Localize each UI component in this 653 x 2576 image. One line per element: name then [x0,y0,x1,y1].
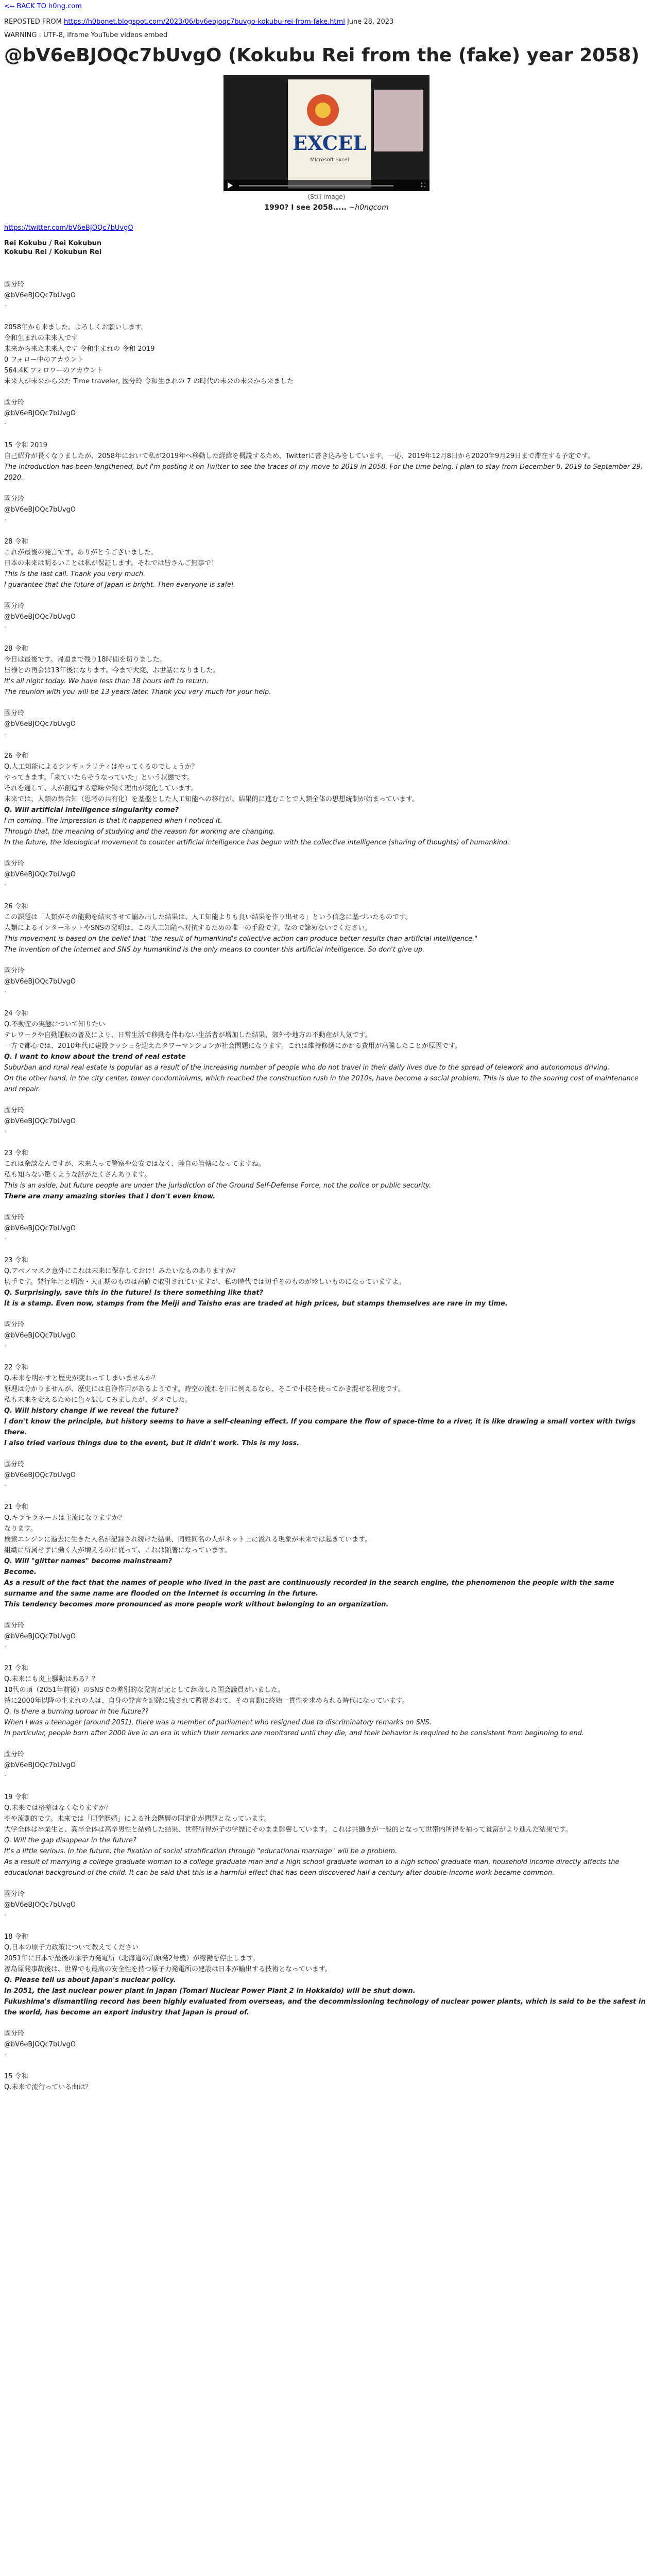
post-separator-dot: · [4,1128,7,1136]
post-author: 國分玲 [4,1622,25,1630]
post-separator-dot: · [4,517,7,524]
post-spacer [4,590,649,601]
post-handle: @bV6eBJOQc7bUvgO [4,1633,76,1640]
post-line: In the future, the ideological movement to counter artificial intelligence has begun with the collective intelligence (sharing of thoughts) of humankind. [4,839,510,846]
figure-caption-text: 1990? I see 2058..... [264,204,347,212]
post-separator-dot: · [4,1482,7,1490]
post-line: When I was a teenager (around 2051), there was a member of parliament who resigned due to discriminatory remarks on SNS. [4,1719,432,1726]
post-spacer [4,1492,649,1502]
post-line: This tendency becomes more pronounced as more people work without belonging to an organization. [4,1601,389,1608]
post-line: The reunion with you will be 13 years later. Thank you very much for your help. [4,688,271,696]
post-spacer [4,2018,649,2028]
post [4,494,649,590]
post-line: Q.キラキラネームは主流になりますか？ [4,1514,125,1522]
post-spacer [4,1095,649,1105]
poster-logo-inner [315,103,331,118]
post-spacer [4,955,649,965]
video-progress-track[interactable] [239,185,393,187]
post-spacer [4,526,649,536]
post-author: 國分玲 [4,2030,25,2038]
post-line: なります。 [4,1525,37,1533]
post-line: This is the last call. Thank you very much. [4,570,146,578]
post-line: Q. Will the gap disappear in the future? [4,1837,136,1844]
post-date: 21 令和 [4,1503,28,1511]
post-date: 15 令和 [4,2073,28,2080]
post-line: Q. Is there a burning uproar in the future?? [4,1708,149,1716]
post-spacer [4,891,649,901]
post-line: 私も未来を変えるために色々試してみましたが、ダメでした。 [4,1396,192,1404]
post-handle: @bV6eBJOQc7bUvgO [4,978,76,986]
warning-text: WARNING : UTF-8, iframe YouTube videos embed [4,31,168,39]
post-line: Q.未来を明かすと歴史が変わってしまいませんか？ [4,1375,159,1382]
post-spacer [4,998,649,1008]
video-controls[interactable] [224,180,429,191]
post-line: There are many amazing stories that I don't even know. [4,1193,216,1200]
post-handle: @bV6eBJOQc7bUvgO [4,1761,76,1769]
post-handle: @bV6eBJOQc7bUvgO [4,410,76,417]
post-author: 國分玲 [4,281,25,289]
figure-caption [4,204,649,212]
post-author: 國分玲 [4,1461,25,1468]
post-spacer [4,1138,649,1148]
video-embed[interactable] [224,75,429,191]
post-spacer [4,1782,649,1792]
post-line: 自己紹介が長くなりましたが、2058年において私が2019年へ移動した経緯を概説するため、Twitterに書き込みをしています。一応、2019年12月8日から2020年9月29日まで滞在する予定です。 [4,452,594,460]
post [4,1620,649,1739]
post-spacer [4,2061,649,2071]
post-line: I'm coming. The impression is that it happened when I noticed it. [4,817,222,825]
profile-name-1: Rei Kokubu / Rei Kokubun [4,240,102,247]
post-author: 國分玲 [4,860,25,868]
post-line: 大学全体は卒業生と、高卒全体は高卒男性と結婚した結果、世帯所得が子の学歴にそのまま影響しています。これは共働きが一般的となって世帯内所得を補って貧富がより進んだ結果です。 [4,1826,572,1834]
post-line: この課題は「人類がその能動を結束させて編み出した結果は、人工知能よりも良い結果を作り出せる」という信念に基づいたものです。 [4,913,412,921]
post-handle: @bV6eBJOQc7bUvgO [4,720,76,728]
post [4,1319,649,1449]
video-side-frame [374,90,423,151]
post-spacer [4,698,649,708]
post-line: Q. Will history change if we reveal the future? [4,1407,179,1415]
post-spacer [4,257,649,279]
post-line: 切手です。発行年月と明治・大正期のものは高値で取引されていますが、私の時代では切手そのものが珍しいものになっていますよ。 [4,1278,405,1286]
post-handle: @bV6eBJOQc7bUvgO [4,871,76,878]
post-line: 令和生まれの未来人です [4,334,78,342]
post-date: 28 令和 [4,538,28,546]
poster-title: EXCEL [293,131,367,155]
posts-list [4,257,649,2093]
post-date: 26 令和 [4,752,28,760]
post-date: 18 令和 [4,1933,28,1941]
post-line: Q.アベノマスク意外にこれは未来に保存しておけ！みたいなものありますか？ [4,1267,239,1275]
figure-note: (Still image) [307,193,346,200]
post-line: Q. Will "glitter names" become mainstream? [4,1557,173,1565]
post-author: 國分玲 [4,1107,25,1114]
post-line: This is an aside, but future people are under the jurisdiction of the Ground Self-Defense Force, not the police or public security. [4,1182,432,1190]
post-handle: @bV6eBJOQc7bUvgO [4,1225,76,1232]
post-spacer [4,848,649,858]
post-line: In 2051, the last nuclear power plant in Japan (Tomari Nuclear Power Plant 2 in Hokkaido) will be shut down. [4,1987,416,1995]
post-spacer [4,1309,649,1319]
post-line: Become. [4,1568,37,1576]
post-line: This movement is based on the belief that "the result of humankind's collective action can produce better results than artificial intelligence." [4,935,478,943]
post-line: It's all night today. We have less than 18 hours left to return. [4,677,209,685]
post-spacer [4,633,649,643]
post-spacer [4,483,649,494]
post-spacer [4,430,649,440]
post-separator-dot: · [4,731,7,739]
post-separator-dot: · [4,1912,7,1920]
post-separator-dot: · [4,2052,7,2059]
post [4,2028,649,2093]
post-line: Q. I want to know about the trend of real estate [4,1053,186,1061]
post-spacer [4,1449,649,1459]
post [4,397,649,483]
profile-names [4,239,649,257]
post-line: I don't know the principle, but history seems to have a self-cleaning effect. If you compare the flow of space-time to a river, it is like drawing a small vortex with twigs there. [4,1418,636,1436]
post-author: 國分玲 [4,967,25,975]
post-line: Through that, the meaning of studying and the reason for working are changing. [4,828,276,836]
post-line: 日本の未来は明るいことは私が保証します。それでは皆さんご無事で！ [4,560,218,567]
post-line: Q.未来にも炎上騒動はある？？ [4,1675,99,1683]
post-line: It's a little serious. In the future, the fixation of social stratification through "educational marriage" will be a problem. [4,1848,398,1855]
video-figure [4,75,649,212]
post-line: これは余談なんですが、未来人って警察や公安ではなく、陸自の管轄になってますね。 [4,1160,265,1168]
post-spacer [4,1739,649,1749]
post-line: これが最後の発言です。ありがとうございました。 [4,549,158,556]
post-line: やや流動的です。未来では「同学歴婚」による社会階層の固定化が問題となっています。 [4,1815,271,1823]
poster-subtitle: Microsoft Excel [310,157,349,163]
post-author: 國分玲 [4,709,25,717]
post-line: As a result of marrying a college graduate woman to a college graduate man and a high school graduate woman to a high school graduate man, household income directly affects the educational background of the child. It can be said that this is a harmful effect that has been discovered half a century after double-income work became common. [4,1858,620,1877]
post-line: Fukushima's dismantling record has been highly evaluated from overseas, and the decommissioning technology of nuclear power plants, which is said to be the safest in the world, has become an export industry that Japan is proud of. [4,1998,646,2016]
post-author: 國分玲 [4,1214,25,1222]
post [4,1459,649,1610]
post-date: 23 令和 [4,1149,28,1157]
post-line: テレワークや自動運転の普及により、日常生活で移動を伴わない生活者が増加した結果、郊外や地方の不動産が人気です。 [4,1031,372,1039]
reposted-prefix: REPOSTED FROM [4,18,64,26]
post-date: 26 令和 [4,903,28,910]
profile-name-2: Kokubu Rei / Kokubun Rei [4,248,102,256]
post-line: 未来人が未来から来た Time traveler, 國分玲 令和生まれの 7 の時代の未来の未来から来ました [4,378,294,385]
post-line: Q.人工知能によるシンギュラリティはやってくるのでしょうか？ [4,763,198,771]
post-line: それを通して、人が創造する意味や働く理由が変化しています。 [4,785,198,792]
post [4,965,649,1095]
post-author: 國分玲 [4,399,25,406]
post-line: I guarantee that the future of Japan is bright. Then everyone is safe! [4,581,234,589]
post-spacer [4,1610,649,1620]
play-icon[interactable] [228,182,233,189]
post-handle: @bV6eBJOQc7bUvgO [4,1471,76,1479]
post-line: The invention of the Internet and SNS by humankind is the only means to counter this artificial intelligence. So don't give up. [4,946,425,954]
fullscreen-icon[interactable]: ⛶ [421,182,425,189]
page-title: @bV6eBJOQc7bUvgO (Kokubu Rei from the (fake) year 2058) [4,45,640,66]
post-line: It is a stamp. Even now, stamps from the Meiji and Taisho eras are traded at high prices, but stamps themselves are rare in my time. [4,1300,508,1308]
post-line: 組織に所属せずに働く人が増えるのに従って、これは顕著になっています。 [4,1547,231,1554]
post-date: 21 令和 [4,1665,28,1672]
post-separator-dot: · [4,1343,7,1350]
post-separator-dot: · [4,420,7,428]
post-handle: @bV6eBJOQc7bUvgO [4,292,76,299]
post-handle: @bV6eBJOQc7bUvgO [4,2041,76,2048]
post-line: 福島原発事故後は、世界でも最高の安全性を持つ原子力発電所の建設は日本が輸出する技術となっています。 [4,1965,332,1973]
post-handle: @bV6eBJOQc7bUvgO [4,1901,76,1909]
post-line: The introduction has been lengthened, but I'm posting it on Twitter to see the traces of my move to 2019 in 2058. For the time being, I plan to stay from December 8, 2019 to September 29, 2020. [4,463,643,482]
twitter-link[interactable]: https://twitter.com/bV6eBJOQc7bUvgO [4,224,133,232]
post-separator-dot: · [4,624,7,632]
post-line: 私も知らない驚くような話がたくさんあります。 [4,1171,151,1179]
post-line: 特に2000年以降の生まれの人は、自身の発言を記録に残されて監視されて、その言動に終始一貫性を求められる時代になっています。 [4,1697,409,1705]
post-line: 未来では、人類の集合知（思考の共有化）を基盤とした人工知能への移行が、結果的に進むことで人類全体の思想統制が始まっています。 [4,795,419,803]
post [4,1212,649,1309]
post-spacer [4,387,649,397]
post-date: 19 令和 [4,1793,28,1801]
post-line: Q. Will artificial intelligence singularity come? [4,806,179,814]
post-line: Suburban and rural real estate is popular as a result of the increasing number of people who do not travel in their daily lives due to the spread of telework and autonomous driving. [4,1064,610,1072]
post [4,708,649,848]
post-spacer [4,1921,649,1931]
post-line: 人類によるインターネットやSNSの発明は、この人工知能へ対抗するための唯一の手段です。なので諦めないでください。 [4,924,372,932]
post-handle: @bV6eBJOQc7bUvgO [4,506,76,514]
post-separator-dot: · [4,882,7,889]
post [4,1105,649,1202]
post-line: 未来から来た未来人です 令和生まれの 令和 2019 [4,345,155,353]
post-line: Q.日本の原子力政策について教えてください [4,1944,139,1952]
post-separator-dot: · [4,1643,7,1651]
post-line: 2058年から来ました。よろしくお願いします。 [4,324,148,331]
post-line: Q.不動産の実態について知りたい [4,1021,106,1028]
post-line: 一方で都心では、2010年代に建設ラッシュを迎えたタワーマンションが社会問題になります。これは維持修繕にかかる費用が高騰したことが原因です。 [4,1042,461,1050]
excel-poster-image [288,79,371,189]
post-line: 原理は分かりませんが、歴史には自浄作用があるようです。時空の流れを川に例えるなら、そこで小枝を使ってかき混ぜる程度です。 [4,1385,405,1393]
post-spacer [4,1878,649,1889]
post-line: Q. Surprisingly, save this in the future! Is there something like that? [4,1289,264,1297]
post-line: 今日は最後です。帰還まで残り18時間を切りました。 [4,656,166,664]
post-author: 國分玲 [4,1751,25,1758]
post-date: 24 令和 [4,1010,28,1018]
post-date: 23 令和 [4,1257,28,1264]
post-spacer [4,1653,649,1663]
post-spacer [4,312,649,322]
post-date: 15 令和 2019 [4,442,47,449]
post-line: In particular, people born after 2000 live in an era in which their remarks are monitored until they die, and their behavior is required to be consistent from beginning to end. [4,1730,585,1737]
post-author: 國分玲 [4,495,25,503]
post-separator-dot: · [4,1235,7,1243]
post-date: 22 令和 [4,1364,28,1371]
post-author: 國分玲 [4,1890,25,1898]
post-line: Q.未来では格差はなくなりますか？ [4,1804,112,1812]
post-spacer [4,1352,649,1362]
post-author: 國分玲 [4,602,25,610]
figure-credit: ~h0ngcom [347,204,389,212]
post-separator-dot: · [4,302,7,310]
post [4,1749,649,1878]
post-spacer [4,740,649,751]
back-link[interactable]: <-- BACK TO h0ng.com [4,3,82,10]
post-line: I also tried various things due to the event, but it didn't work. This is my loss. [4,1439,300,1447]
post-line: 皆様との再会は13年後になります。今まで大変、お世話になりました。 [4,667,220,674]
post-line: Q.未来で流行っている曲は？ [4,2083,92,2091]
post-separator-dot: · [4,989,7,996]
post [4,858,649,955]
post-spacer [4,1202,649,1212]
post-spacer [4,1245,649,1255]
post-line: やってきます。「来ていたらそうなっていた」という状態です。 [4,774,194,782]
repost-line [4,18,649,27]
post-separator-dot: · [4,1772,7,1780]
post-line: Q. Please tell us about Japan's nuclear policy. [4,1976,176,1984]
post-date: 28 令和 [4,645,28,653]
post-line: 10代の頃（2051年前後）のSNSでの差別的な発言が元として辞職した国会議員がいました。 [4,1686,284,1694]
post [4,1889,649,2018]
post-line: On the other hand, in the city center, tower condominiums, which reached the construction rush in the 2010s, have become a social problem. This is due to the soaring cost of maintenance and repair. [4,1075,639,1093]
post-handle: @bV6eBJOQc7bUvgO [4,613,76,621]
post-line: 2051年に日本で最後の原子力発電所（北海道の泊原発2号機）が稼働を停止します。 [4,1955,260,1962]
repost-date: June 28, 2023 [347,18,394,26]
post-author: 國分玲 [4,1321,25,1329]
post-line: 検索エンジンに過去に生きた人名が記録され続けた結果、同姓同名の人がネット上に溢れる現象が未来では起きています。 [4,1536,372,1544]
post-handle: @bV6eBJOQc7bUvgO [4,1117,76,1125]
post-line: 564.4K フォロワーのアカウント [4,367,104,375]
post-line: As a result of the fact that the names of people who lived in the past are continuously recorded in the search engine, the phenomenon the people with the same surname and the same name are flooded on the Internet is occurring in the future. [4,1579,614,1598]
post-handle: @bV6eBJOQc7bUvgO [4,1332,76,1340]
post [4,279,649,387]
post-line: 0 フォロー中のアカウント [4,356,84,364]
source-link[interactable]: https://h0bonet.blogspot.com/2023/06/bv6ebjoqc7buvgo-kokubu-rei-from-fake.html [63,18,345,26]
post [4,601,649,698]
